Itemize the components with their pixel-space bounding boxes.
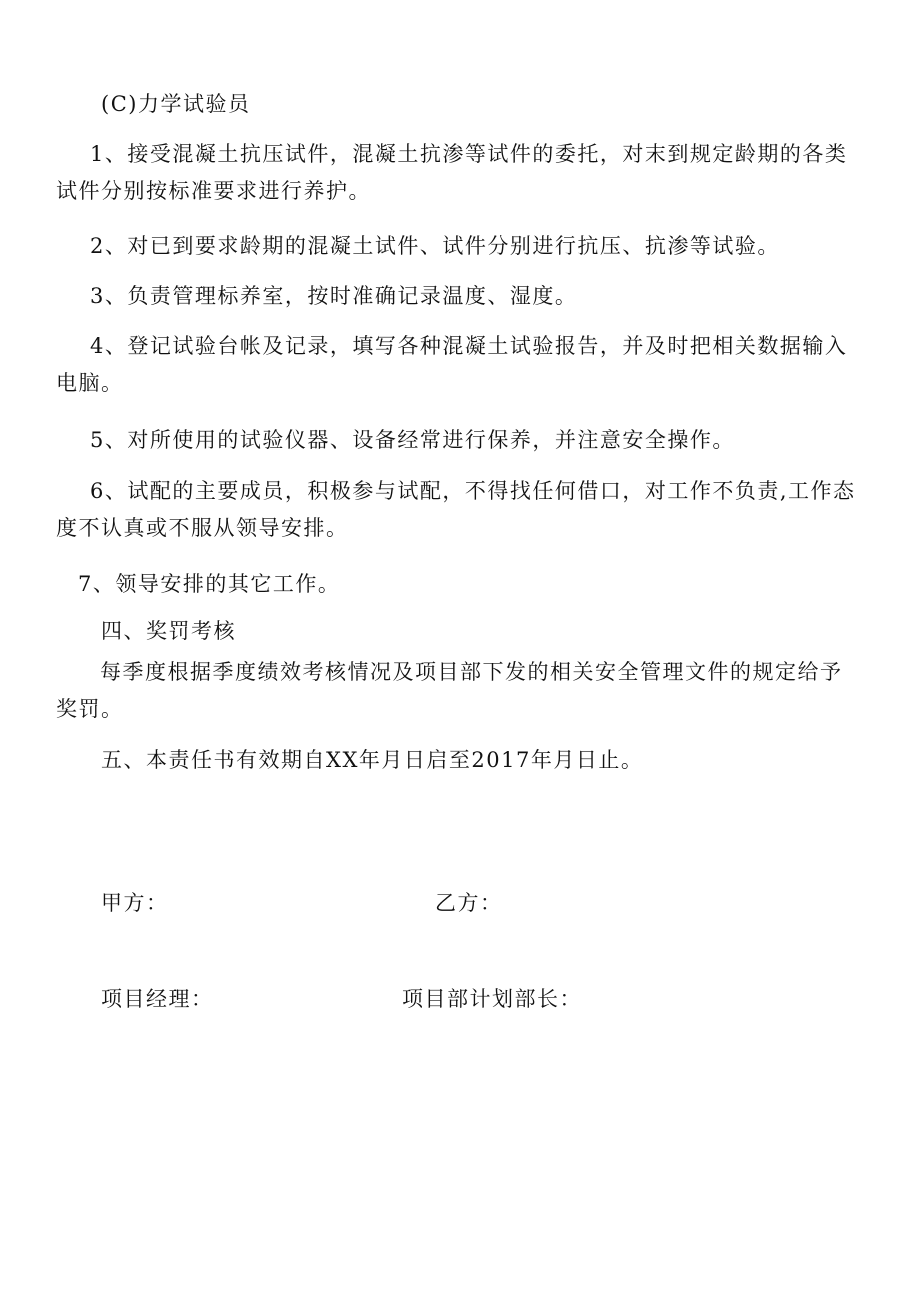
validity-statement: 五、本责任书有效期自XX年月日启至2017年月日止。 bbox=[101, 748, 644, 772]
party-a-label: 甲方： bbox=[101, 891, 169, 915]
duty-item-4: 4、登记试验台帐及记录，填写各种混凝土试验报告，并及时把相关数据输入电脑。 bbox=[56, 334, 848, 395]
duty-item-5: 5、对所使用的试验仪器、设备经常进行保养，并注意安全操作。 bbox=[90, 428, 735, 452]
section-title: (C)力学试验员 bbox=[101, 92, 251, 116]
duty-item-7: 7、领导安排的其它工作。 bbox=[78, 572, 341, 596]
reward-heading: 四、奖罚考核 bbox=[101, 619, 236, 643]
duty-item-3: 3、负责管理标养室，按时准确记录温度、湿度。 bbox=[90, 284, 578, 308]
party-b-label: 乙方： bbox=[435, 891, 503, 915]
duty-item-1: 1、接受混凝土抗压试件，混凝土抗渗等试件的委托，对末到规定龄期的各类试件分别按标准要求进行养护。 bbox=[56, 142, 848, 203]
planning-head-label: 项目部计划部长： bbox=[402, 987, 582, 1011]
project-manager-label: 项目经理： bbox=[101, 987, 214, 1011]
duty-item-2: 2、对已到要求龄期的混凝土试件、试件分别进行抗压、抗渗等试验。 bbox=[90, 234, 780, 258]
duty-item-6: 6、试配的主要成员，积极参与试配，不得找任何借口，对工作不负责,工作态度不认真或不服从领导安排。 bbox=[56, 479, 856, 540]
reward-paragraph: 每季度根据季度绩效考核情况及项目部下发的相关安全管理文件的规定给予奖罚。 bbox=[56, 660, 843, 721]
